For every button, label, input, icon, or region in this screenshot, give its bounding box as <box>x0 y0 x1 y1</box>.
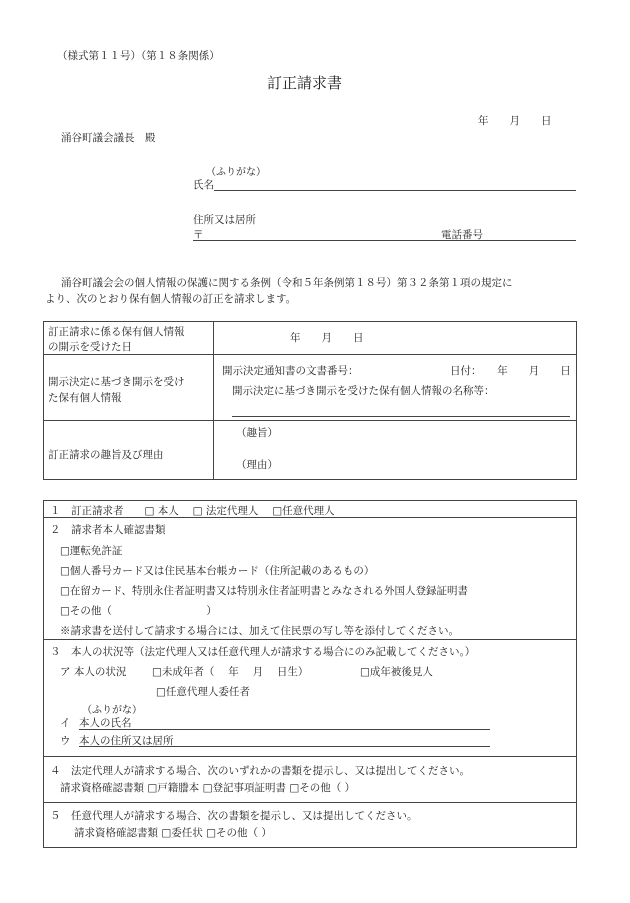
status-label: ア 本人の状況 <box>60 666 127 678</box>
intro-line-1: 涌谷町議会会の個人情報の保護に関する条例（令和５年条例第１８号）第３２条第１項の規定に <box>61 277 513 289</box>
section2-title: ２ 請求者本人確認書類 <box>50 524 166 536</box>
row1-label-1: 訂正請求に係る保有個人情報 <box>48 326 185 338</box>
checkbox-other[interactable]: □その他（ ） <box>60 605 217 617</box>
info-name-field[interactable] <box>232 416 570 417</box>
section4-title: ４ 法定代理人が請求する場合、次のいずれかの書類を提示し、又は提出してください。 <box>50 765 470 777</box>
address-field[interactable] <box>193 240 576 241</box>
addressee: 涌谷町議会議長 殿 <box>61 132 156 144</box>
name-label: 氏名 <box>193 179 214 191</box>
notice-date-field[interactable]: 日付： 年 月 日 <box>450 365 571 377</box>
table-row-sep <box>43 354 577 355</box>
intro-line-2: より、次のとおり保有個人情報の訂正を請求します。 <box>45 293 297 305</box>
checkbox-minor[interactable]: □未成年者（ 年 月 日生） <box>152 666 309 678</box>
principal-name-label: 本人の氏名 <box>79 717 132 729</box>
doc-number-field[interactable]: 開示決定通知書の文書番号： <box>222 365 359 377</box>
page-title: 訂正請求書 <box>267 74 343 92</box>
purpose-field[interactable]: （趣旨） <box>236 427 278 439</box>
postal-mark: 〒 <box>193 229 204 241</box>
row2-label-1: 開示決定に基づき開示を受け <box>48 376 185 388</box>
furigana-label: （ふりがな） <box>206 167 266 178</box>
address-label: 住所又は居所 <box>193 214 256 226</box>
checkbox-residence-card[interactable]: □在留カード、特別永住者証明書又は特別永住者証明書とみなされる外国人登録証明書 <box>60 585 468 597</box>
principal-name-field[interactable] <box>79 729 490 730</box>
info-name-label: 開示決定に基づき開示を受けた保有個人情報の名称等： <box>232 385 495 397</box>
principal-furigana-label: （ふりがな） <box>82 705 142 716</box>
row1-label-2: の開示を受けた日 <box>48 341 132 353</box>
reason-field[interactable]: （理由） <box>236 459 278 471</box>
table-divider <box>213 321 214 480</box>
principal-address-field[interactable] <box>79 746 490 747</box>
table-row-sep <box>43 420 577 421</box>
row3-label: 訂正請求の趣旨及び理由 <box>48 449 164 461</box>
section2-note: ※請求書を送付して請求する場合には、加えて住民票の写し等を添付してください。 <box>60 625 459 637</box>
row2-label-2: た保有個人情報 <box>48 392 122 404</box>
name-field[interactable] <box>214 190 576 191</box>
table-row-sep <box>43 756 577 757</box>
section3-title: ３ 本人の状況等（法定代理人又は任意代理人が請求する場合にのみ記載してください。） <box>50 646 476 658</box>
table-row-sep <box>43 639 577 640</box>
date-line: 年 月 日 <box>478 115 552 127</box>
checkbox-adult-ward[interactable]: □成年被後見人 <box>360 666 433 678</box>
checkbox-id-card[interactable]: □個人番号カード又は住民基本台帳カード（住所記載のあるもの） <box>60 565 375 577</box>
disclosure-date-field[interactable]: 年 月 日 <box>290 332 364 344</box>
legal-rep-documents[interactable]: 請求資格確認書類 □戸籍謄本 □登記事項証明書 □その他（ ） <box>60 782 356 794</box>
item-u-label: ウ <box>60 735 71 747</box>
table-row-sep <box>43 802 577 803</box>
checkbox-principal[interactable]: □任意代理人委任者 <box>156 686 250 698</box>
requester-type-options[interactable]: １ 訂正請求者 □ 本人 □ 法定代理人 □任意代理人 <box>50 505 335 517</box>
item-i-label: イ <box>60 717 71 729</box>
checkbox-drivers-license[interactable]: □運転免許証 <box>60 545 123 557</box>
principal-address-label: 本人の住所又は居所 <box>79 735 174 747</box>
phone-label: 電話番号 <box>441 229 483 241</box>
form-number: （様式第１１号）（第１８条関係） <box>57 50 220 62</box>
agent-documents[interactable]: 請求資格確認書類 □委任状 □その他（ ） <box>74 827 272 839</box>
section5-title: ５ 任意代理人が請求する場合、次の書類を提示し、又は提出してください。 <box>50 810 418 822</box>
